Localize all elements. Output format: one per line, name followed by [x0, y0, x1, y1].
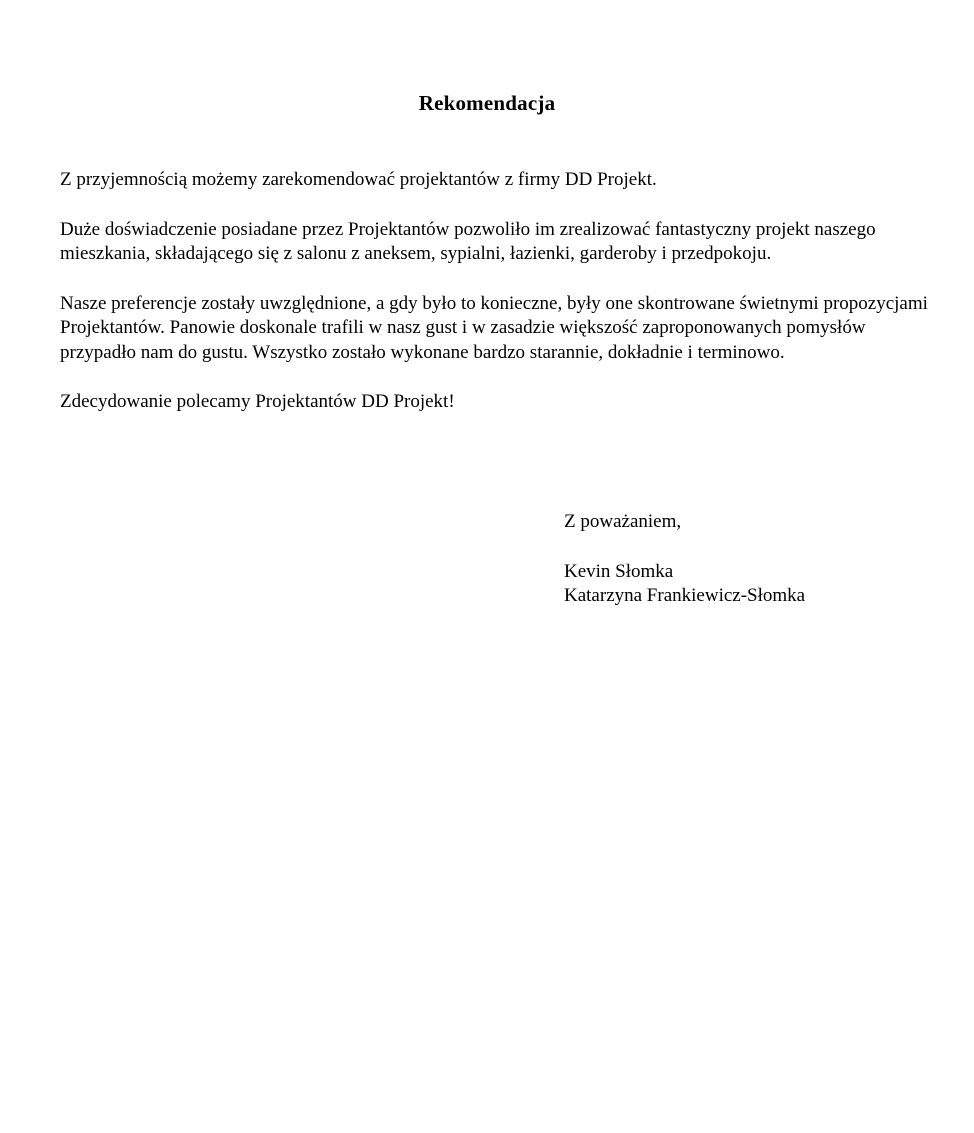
closing-greeting: Z poważaniem,	[564, 511, 682, 532]
paragraph-experience: Duże doświadczenie posiadane przez Projektantów pozwoliło im zrealizować fantastyczny projekt naszego mieszkania, składającego się z salonu z aneksem, sypialni, łazienki, garderoby i przedpokoju.	[60, 218, 876, 264]
document-title: Rekomendacja	[418, 91, 556, 115]
signatory-name: Katarzyna Frankiewicz-Słomka	[564, 585, 806, 606]
paragraph-recommendation: Zdecydowanie polecamy Projektantów DD Projekt!	[60, 391, 455, 412]
letter-closing	[564, 510, 944, 609]
signatory-name: Kevin Słomka	[564, 560, 674, 582]
paragraph-intro: Z przyjemnością możemy zarekomendować projektantów z firmy DD Projekt.	[60, 169, 657, 190]
letter-body	[60, 168, 930, 440]
paragraph-preferences: Nasze preferencje zostały uwzględnione, a gdy było to konieczne, były one skontrowane świetnymi propozycjami Projektantów. Panowie doskonale trafili w nasz gust i w zasadzie większość zaproponowanych pomysłów przypadło nam do gustu. Wszystko zostało wykonane bardzo starannie, dokładnie i terminowo.	[60, 292, 928, 363]
